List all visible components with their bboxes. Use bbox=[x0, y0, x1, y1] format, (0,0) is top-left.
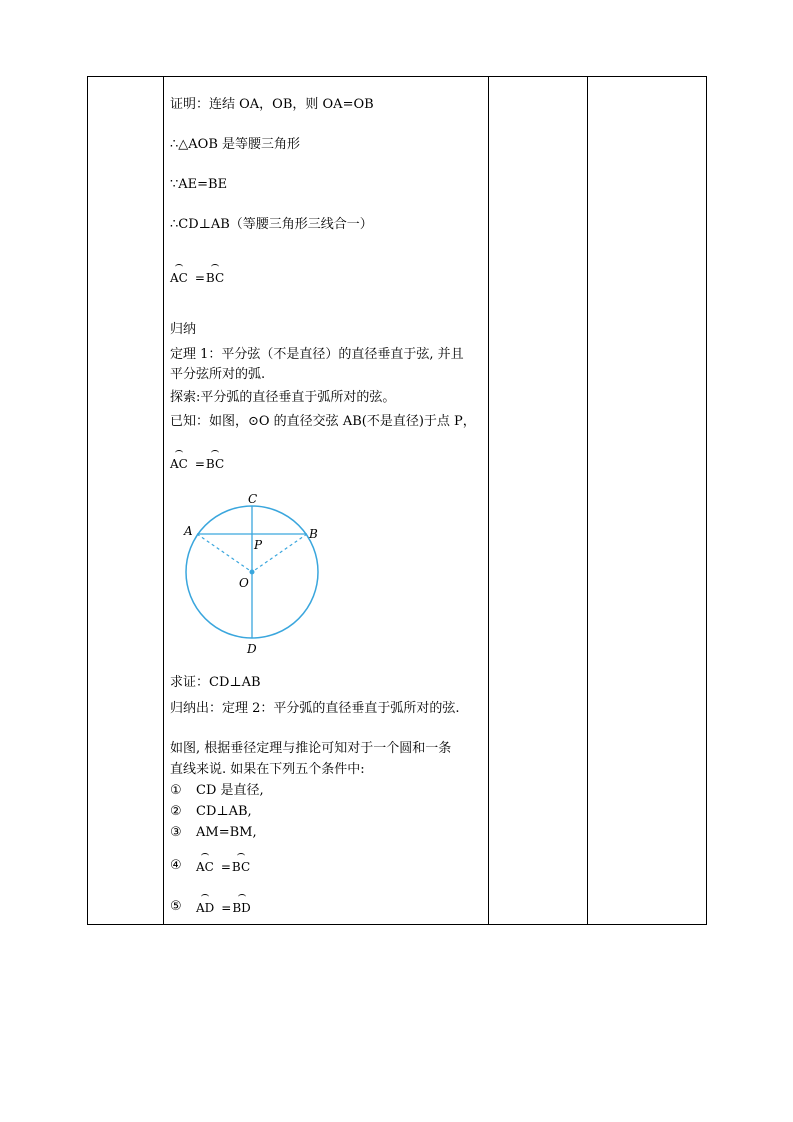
proof-line-1: 证明：连结 OA，OB，则 OA=OB bbox=[170, 97, 374, 112]
condition-number: ③ bbox=[170, 825, 182, 840]
condition-1 bbox=[170, 783, 264, 799]
condition-5 bbox=[170, 899, 251, 915]
summary-heading: 归纳 bbox=[170, 322, 197, 337]
arc-ad: AD bbox=[196, 901, 215, 915]
condition-arc-equality bbox=[196, 901, 251, 915]
arc-bd: BD bbox=[232, 901, 251, 915]
column-divider-1 bbox=[163, 77, 164, 924]
proof-line-3: ∵AE=BE bbox=[170, 177, 228, 192]
center-point bbox=[250, 570, 254, 574]
condition-4 bbox=[170, 858, 250, 874]
theorem1-line-a: 定理 1：平分弦（不是直径）的直径垂直于弦, 并且 bbox=[170, 347, 464, 362]
condition-number: ④ bbox=[170, 858, 182, 873]
proof-line-4: ∴CD⊥AB（等腰三角形三线合一） bbox=[170, 217, 373, 232]
arc-ac: AC bbox=[170, 271, 188, 285]
condition-number: ② bbox=[170, 804, 182, 819]
intro-line-b: 直线来说. 如果在下列五个条件中: bbox=[170, 762, 365, 777]
condition-number: ⑤ bbox=[170, 899, 182, 914]
proof-line-2: ∴△AOB 是等腰三角形 bbox=[170, 137, 301, 152]
label-p: P bbox=[254, 538, 263, 552]
arc-bc: BC bbox=[205, 271, 225, 285]
theorem1-line-b: 平分弦所对的弧. bbox=[170, 367, 266, 382]
circle-diagram bbox=[176, 488, 326, 658]
arc-ac: AC bbox=[170, 457, 188, 471]
intro-line-a: 如图, 根据垂径定理与推论可知对于一个圆和一条 bbox=[170, 741, 452, 756]
equals-sign: = bbox=[194, 457, 205, 471]
label-b: B bbox=[309, 527, 318, 541]
theorem2-line: 归纳出：定理 2：平分弧的直径垂直于弧所对的弦. bbox=[170, 701, 460, 716]
arc-bc: BC bbox=[205, 457, 225, 471]
arc-ac: AC bbox=[196, 860, 214, 874]
column-divider-2 bbox=[488, 77, 489, 924]
arc-bc: BC bbox=[231, 860, 251, 874]
condition-arc-equality bbox=[196, 860, 250, 874]
condition-text: CD 是直径, bbox=[196, 783, 264, 798]
equals-sign: = bbox=[194, 271, 205, 285]
label-o: O bbox=[239, 576, 249, 590]
label-d: D bbox=[247, 642, 257, 656]
condition-text: AM=BM, bbox=[196, 825, 257, 840]
condition-number: ① bbox=[170, 783, 182, 798]
arc-equality-2 bbox=[170, 457, 224, 471]
label-a: A bbox=[184, 524, 193, 538]
given-line: 已知：如图，⊙O 的直径交弦 AB(不是直径)于点 P， bbox=[170, 414, 476, 429]
column-divider-3 bbox=[587, 77, 588, 924]
condition-text: CD⊥AB, bbox=[196, 804, 252, 819]
label-c: C bbox=[248, 492, 258, 506]
segment-oa bbox=[197, 534, 252, 572]
explore-line: 探索:平分弧的直径垂直于弧所对的弦。 bbox=[170, 390, 396, 405]
equals-sign: = bbox=[221, 901, 232, 915]
prove-line: 求证：CD⊥AB bbox=[170, 675, 261, 690]
arc-equality-1 bbox=[170, 271, 224, 285]
equals-sign: = bbox=[220, 860, 231, 874]
condition-3 bbox=[170, 825, 257, 841]
condition-2 bbox=[170, 804, 252, 820]
